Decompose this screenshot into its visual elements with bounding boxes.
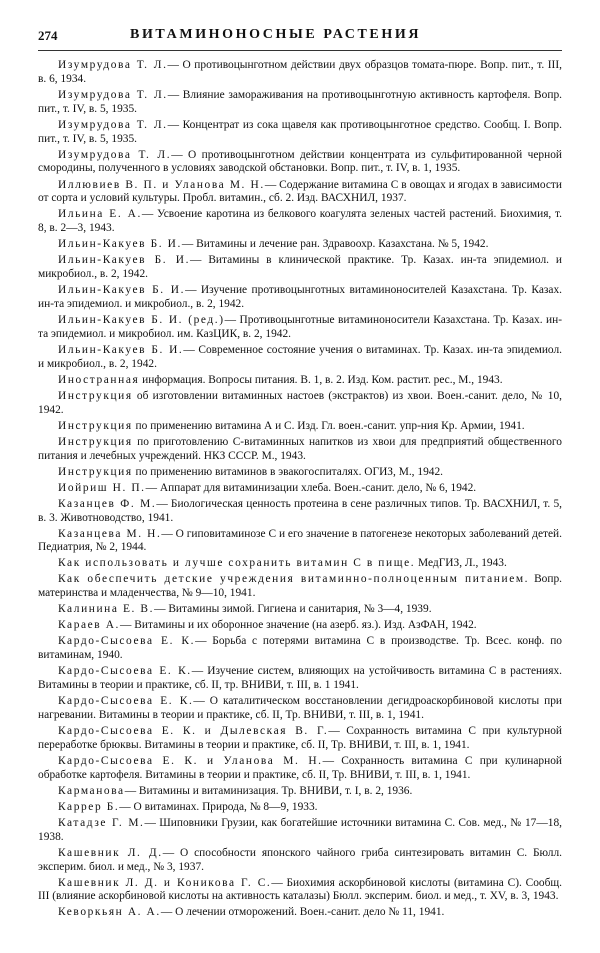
entry-author: Кардо-Сысоева Е. К. [58, 695, 194, 708]
entry-author: Кардо-Сысоева Е. К. и Дылевская В. Г. [58, 725, 329, 737]
entry-author: Иностранная [58, 373, 140, 386]
entry-author: Казанцев Ф. М. [58, 497, 157, 510]
entry-author: Иллювиев В. П. и Уланова М. Н. [58, 178, 265, 191]
page-number: 274 [38, 28, 58, 43]
entry-text: Вопр. материнства и младенчества, № 9—10, 1941. [38, 573, 563, 600]
entry-author: Калинина Е. В. [58, 603, 155, 616]
entry-author: Ильин-Какуев Б. И. [58, 238, 182, 251]
bibliography-entry [38, 635, 562, 663]
entry-text: — О витаминах. Природа, № 8—9, 1933. [119, 800, 318, 813]
bibliography-entry [38, 59, 562, 87]
bibliography-entry [38, 374, 562, 388]
bibliography-entry [38, 755, 562, 783]
bibliography-entry [38, 785, 562, 799]
bibliography-entry [38, 149, 562, 177]
entry-text: — Изучение противоцынготных витаминоносителей Казахстана. Тр. Казах. ин-та эпидемиол. и микробиол., в. 2, 1942. [38, 284, 562, 310]
bibliography-entry [38, 254, 562, 282]
entry-text: — О способности японского чайного гриба синтезировать витамин С. Бюлл. эксперим. биол. и мед., № 3, 1937. [38, 846, 562, 873]
bibliography-entry [38, 619, 562, 633]
bibliography-entry [38, 436, 562, 464]
bibliography-entry [38, 557, 562, 571]
bibliography-entry [38, 390, 562, 418]
bibliography-list [38, 59, 562, 920]
bibliography-entry [38, 284, 562, 312]
bibliography-entry [38, 573, 562, 601]
bibliography-entry [38, 482, 562, 496]
entry-author: Казанцева М. Н. [58, 527, 162, 540]
entry-text: — Витамины и лечение ран. Здравоохр. Казахстана. № 5, 1942. [181, 238, 489, 251]
entry-author: Изумрудова Т. Л. [58, 59, 168, 71]
bibliography-entry [38, 208, 562, 236]
entry-author: Катадзе Г. М. [58, 816, 145, 829]
entry-author: Ильин-Какуев Б. И. [58, 343, 184, 356]
bibliography-entry [38, 314, 562, 342]
page [38, 28, 562, 922]
bibliography-entry [38, 817, 562, 845]
entry-text: — Шиповники Грузии, как богатейшие источники витамина С. Сов. мед., № 17—18, 1938. [38, 816, 562, 843]
entry-text: — О гиповитаминозе С и его значение в патогенезе некоторых заболеваний детей. Педиатрия, № 2, 1944. [38, 527, 562, 554]
entry-text: по применению витамина А и С. Изд. Гл. воен.-санит. упр-ния Кр. Армии, 1941. [132, 419, 525, 432]
running-head: ВИТАМИНОНОСНЫЕ РАСТЕНИЯ [130, 27, 422, 42]
entry-author: Кардо-Сысоева Е. К. [58, 635, 196, 648]
entry-text: — О лечении отморожений. Воен.-санит. дело № 11, 1941. [160, 906, 445, 919]
bibliography-entry [38, 665, 562, 693]
entry-text: — Биологическая ценность протеина в сене различных типов. Тр. ВАСХНИЛ, т. 5, в. 3. Животноводство, 1941. [38, 497, 562, 524]
entry-author: Изумрудова Т. Л. [58, 148, 172, 161]
entry-text: — Витамины и их оборонное значение (на азерб. яз.). Изд. АзФАН, 1942. [120, 619, 477, 632]
entry-text: — Усвоение каротина из белкового коагулята зеленых частей растений. Биохимия, т. 8, в. 2—3, 1943. [38, 208, 562, 235]
entry-text: — Биохимия аскорбиновой кислоты (витамина С). Сообщ. III (влияние аскорбиновой кислоты на активность каталазы) Бюлл. эксперим. биол. и мед., т. XV, в. 3, 1943. [38, 876, 562, 903]
entry-text: — Противоцынготные витаминоносители Казахстана. Тр. Казах. ин-та эпидемиол. и микробиол. им. КазЦИК, в. 2, 1942. [38, 314, 562, 340]
entry-text: — Борьба с потерями витамина С в производстве. Тр. Всес. конф. по витаминам, 1940. [38, 635, 562, 662]
entry-text: — Влияние замораживания на противоцынготную активность картофеля. Вопр. пит., т. IV, в. 5, 1935. [38, 88, 562, 115]
entry-author: Ильин-Какуев Б. И. [58, 284, 186, 297]
bibliography-entry [38, 119, 562, 147]
bibliography-entry [38, 498, 562, 526]
entry-author: Инструкция [58, 389, 133, 402]
entry-author: Караев А. [58, 619, 121, 632]
entry-text: — О противоцынготном действии концентрата из сульфитированной черной смородины, полученного в условиях заводской обстановки. Вопр. пит., т. IV, в. 1, 1935. [38, 148, 562, 175]
page-header [38, 28, 562, 51]
bibliography-entry [38, 528, 562, 556]
entry-author: Изумрудова Т. Л. [58, 118, 168, 131]
entry-author: Инструкция [58, 465, 133, 478]
entry-text: — Изучение систем, влияющих на устойчивость витамина С в растениях. Витамины в теории и практике, сб. II, тр. ВНИВИ, т. III, в. 1 1941. [38, 665, 562, 692]
entry-author: Изумрудова Т. Л. [58, 88, 168, 101]
bibliography-entry [38, 725, 562, 753]
entry-text: — О каталитическом восстановлении дегидроаскорбиновой кислоты при нагревании. Витамины в теории и практике, сб. II, Тр. ВНИВИ, т. III, в. 1, 1941. [38, 695, 562, 721]
entry-author: Иойриш Н. П. [58, 481, 146, 494]
entry-text: по применению витаминов в эвакогоспиталях. ОГИЗ, М., 1942. [132, 465, 443, 478]
bibliography-entry [38, 179, 562, 207]
entry-author: Ильин-Какуев Б. И. [58, 254, 191, 267]
entry-text: информация. Вопросы питания. В. 1, в. 2. Изд. Ком. растит. рес., М., 1943. [139, 373, 503, 386]
entry-author: Ильин-Какуев Б. И. (ред.) [58, 314, 225, 327]
bibliography-entry [38, 420, 562, 434]
entry-author: Каррер Б. [58, 800, 120, 813]
entry-author: Инструкция [58, 435, 133, 448]
entry-text: — Концентрат из сока щавеля как противоцынготное средство. Сообщ. I. Вопр. пит., т. IV, в. 5, 1935. [38, 118, 562, 145]
entry-author: Как использовать и лучше сохранить витамин С в пище. [58, 557, 416, 570]
entry-author: Кеворкьян А. А. [58, 906, 161, 919]
entry-author: Кашевник Л. Д. [58, 846, 163, 859]
entry-text: — Витамины зимой. Гигиена и санитария, № 3—4, 1939. [154, 603, 432, 616]
entry-text: — О противоцынготном действии двух образцов томата-пюре. Вопр. пит., т. III, в. 6, 1934. [38, 59, 562, 85]
bibliography-entry [38, 877, 562, 905]
entry-text: об изготовлении витаминных настоев (экстрактов) из хвои. Воен.-санит. дело, № 10, 1942. [38, 389, 562, 416]
entry-author: Как обеспечить детские учреждения витаминно-полноценным питанием. [58, 573, 530, 586]
bibliography-entry [38, 89, 562, 117]
entry-text: по приготовлению С-витаминных напитков из хвои для предприятий общественного питания и лечебных учреждений. НКЗ СССР. М., 1943. [38, 435, 562, 462]
entry-author: Кашевник Л. Д. и Коникова Г. С. [58, 876, 272, 889]
entry-author: Ильина Е. А. [58, 208, 142, 221]
entry-text: — Сохранность витамина С при культурной переработке брюквы. Витамины в теории и практике, сб. II, Тр. ВНИВИ, т. III, в. 1, 1941. [38, 725, 562, 751]
entry-author: Инструкция [58, 419, 133, 432]
entry-text: МедГИЗ, Л., 1943. [415, 557, 507, 570]
entry-author: Кардо-Сысоева Е. К. и Уланова М. Н. [58, 754, 323, 767]
bibliography-entry [38, 847, 562, 875]
bibliography-entry [38, 906, 562, 920]
entry-author: Кардо-Сысоева Е. К. [58, 665, 192, 678]
entry-text: — Сохранность витамина С при кулинарной обработке картофеля. Витамины в теории и практике, сб. II, Тр. ВНИВИ, т. III, в. 1, 1941. [38, 754, 562, 781]
bibliography-entry [38, 695, 562, 723]
bibliography-entry [38, 238, 562, 252]
bibliography-entry [38, 344, 562, 372]
entry-text: — Витамины в клинической практике. Тр. Казах. ин-та эпидемиол. и микробиол., в. 2, 1942. [38, 254, 562, 281]
entry-author: Карманова [58, 784, 125, 797]
entry-text: — Содержание витамина С в овощах и ягодах в зависимости от сорта и условий культуры. Пробл. витамин., сб. 2. Изд. ВАСХНИЛ, 1937. [38, 178, 562, 205]
bibliography-entry [38, 801, 562, 815]
entry-text: — Аппарат для витаминизации хлеба. Воен.-санит. дело, № 6, 1942. [145, 481, 477, 494]
entry-text: — Витамины и витаминизация. Тр. ВНИВИ, т. I, в. 2, 1936. [124, 784, 413, 797]
bibliography-entry [38, 466, 562, 480]
bibliography-entry [38, 603, 562, 617]
entry-text: — Современное состояние учения о витаминах. Тр. Казах. ин-та эпидемиол. и микробиол., в. 2, 1942. [38, 343, 563, 370]
